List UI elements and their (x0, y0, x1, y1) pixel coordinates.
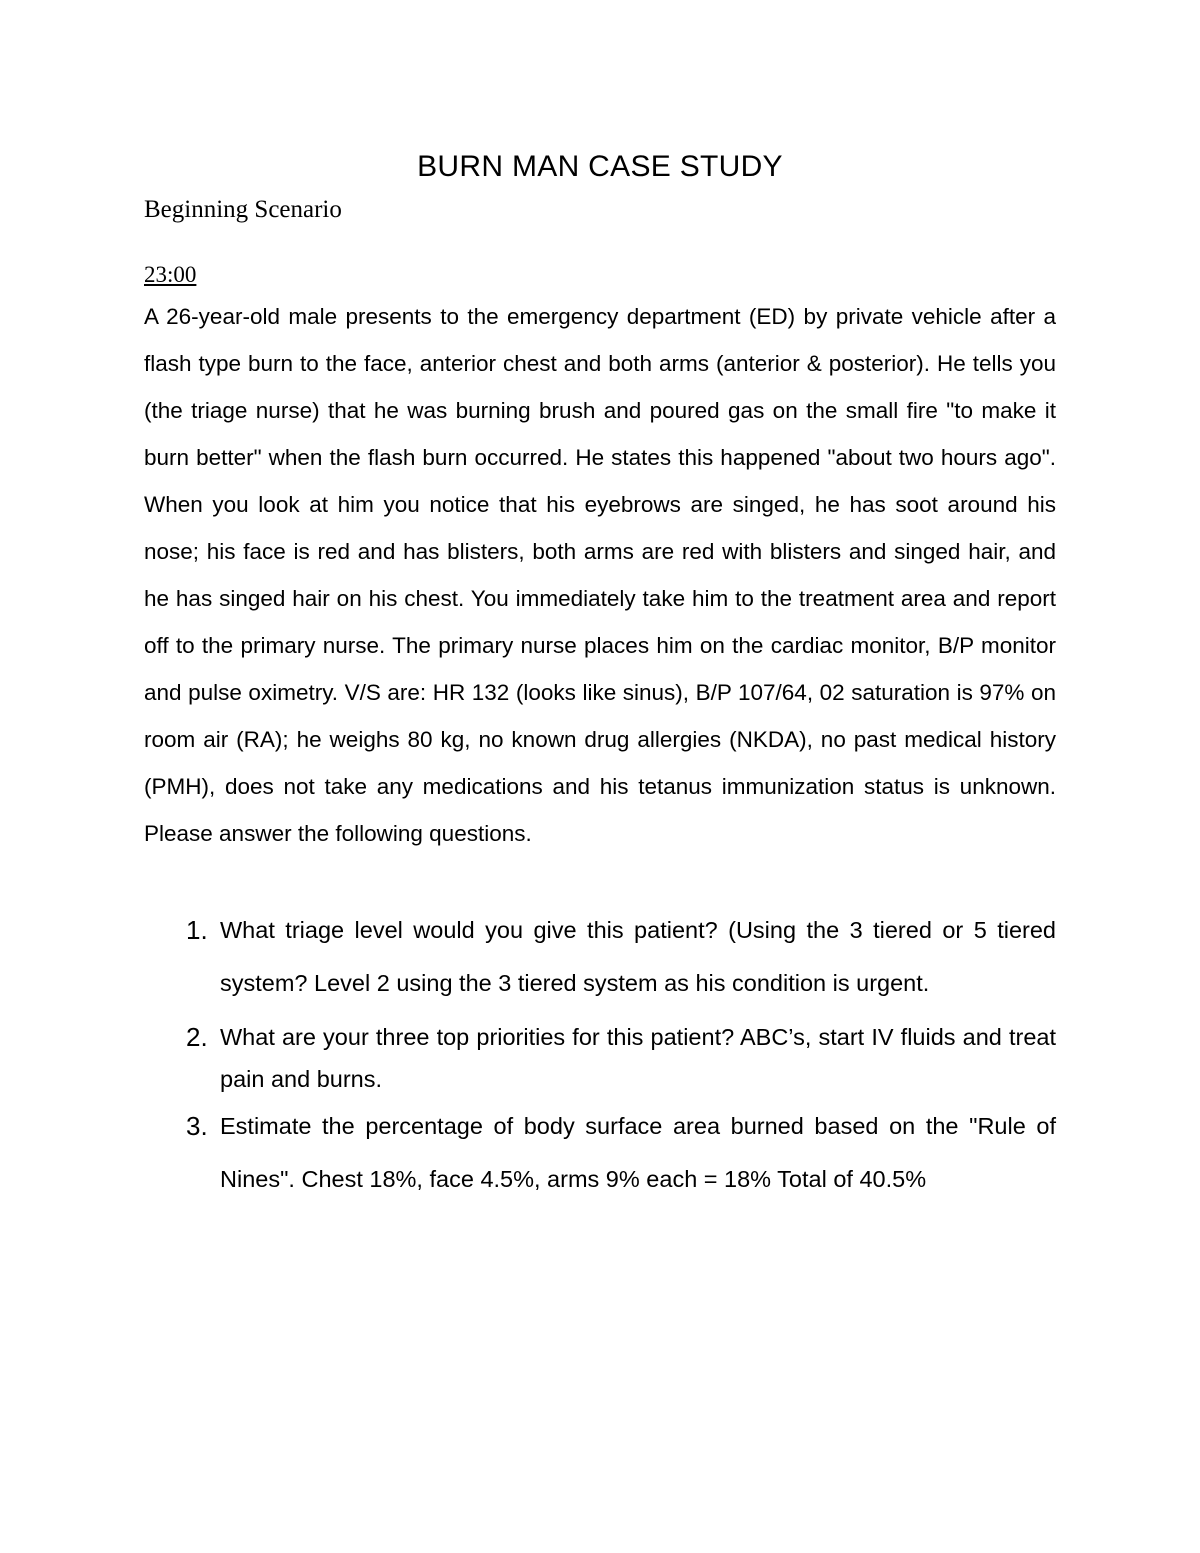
scenario-time: 23:00 (144, 262, 197, 287)
scenario-paragraph: A 26-year-old male presents to the emergency department (ED) by private vehicle after a flash type burn to the face, anterior chest and both arms (anterior & posterior). He tells you (the triage nurse) that he was burning brush and poured gas on the small fire "to make it burn better" when the flash burn occurred. He states this happened "about two hours ago". When you look at him you notice that his eyebrows are singed, he has soot around his nose; his face is red and has blisters, both arms are red with blisters and singed hair, and he has singed hair on his chest. You immediately take him to the treatment area and report off to the primary nurse. The primary nurse places him on the cardiac monitor, B/P monitor and pulse oximetry. V/S are: HR 132 (looks like sinus), B/P 107/64, 02 saturation is 97% on room air (RA); he weighs 80 kg, no known drug allergies (NKDA), no past medical history (PMH), does not take any medications and his tetanus immunization status is unknown. Please answer the following questions. (144, 304, 1056, 846)
question-number: 3. (186, 1111, 208, 1141)
question-number: 1. (186, 915, 208, 945)
section-heading: Beginning Scenario (144, 196, 342, 223)
question-item (186, 1016, 1056, 1100)
question-text: What triage level would you give this patient? (Using the 3 tiered or 5 tiered system? Level 2 using the 3 tiered system as his condition is urgent. (220, 917, 1056, 996)
question-item (186, 1100, 1056, 1206)
question-text: Estimate the percentage of body surface area burned based on the "Rule of Nines". Chest 18%, face 4.5%, arms 9% each = 18% Total of 40.5% (220, 1113, 1056, 1192)
document-title: BURN MAN CASE STUDY (417, 150, 783, 183)
question-number: 2. (186, 1022, 208, 1052)
question-text: What are your three top priorities for this patient? ABC’s, start IV fluids and treat pain and burns. (220, 1024, 1056, 1092)
question-item (186, 904, 1056, 1010)
question-list (186, 904, 1056, 1206)
